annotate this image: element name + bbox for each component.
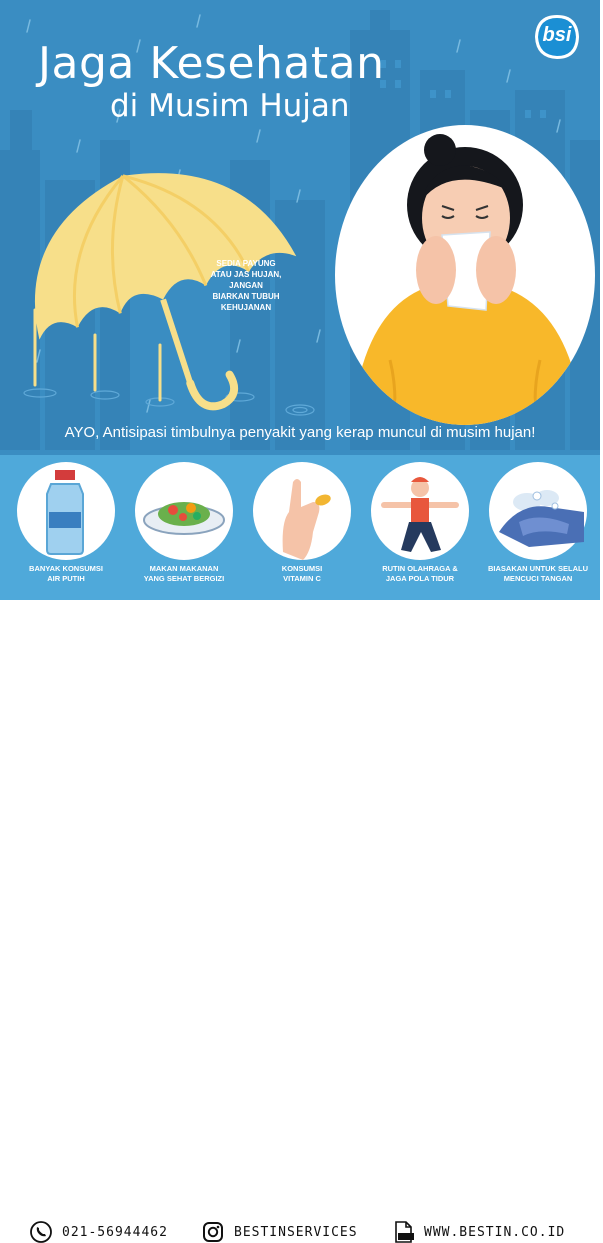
tip-caption-line: AIR PUTIH [47,574,85,583]
note-line: KEHUJANAN [220,303,272,312]
tip-caption-line: YANG SEHAT BERGIZI [143,574,225,583]
tip-caption [1,564,131,584]
note-line: BIARKAN TUBUH [212,292,280,301]
tip-circle [17,462,115,560]
tip-caption-line: MENCUCI TANGAN [503,574,573,583]
note-line: ATAU JAS HUJAN, [210,270,282,279]
instagram-handle: BESTINSERVICES [234,1224,358,1240]
tip-caption [119,564,249,584]
hero-section [0,0,600,455]
tip-caption-line: MAKAN MAKANAN [149,564,219,573]
tip-caption [473,564,603,584]
bsi-logo [532,12,582,62]
note-line: SEDIA PAYUNG [216,259,276,268]
phone-icon [30,1221,52,1243]
tip-caption-line: JAGA POLA TIDUR [385,574,455,583]
salad-plate-icon [135,462,233,560]
tip-circle [135,462,233,560]
sick-woman-illustration [330,120,600,430]
url-file-icon [392,1221,414,1243]
tip-caption-line: BIASAKAN UNTUK SELALU [488,564,588,573]
footer-phone[interactable] [30,1221,168,1243]
tip-caption-line: RUTIN OLAHRAGA & [382,564,458,573]
logo-text: bsi [542,24,572,46]
instagram-icon [202,1221,224,1243]
title-line-1: Jaga Kesehatan [38,38,385,89]
tip-circle [253,462,351,560]
footer-instagram[interactable] [202,1221,358,1243]
tip-caption-line: KONSUMSI [281,564,323,573]
hand-washing-icon [489,462,587,560]
vitamin-pill-icon [253,462,351,560]
tips-row [0,462,600,594]
tip-caption [237,564,367,584]
note-line: JANGAN [229,281,263,290]
tip-circle [371,462,469,560]
website-url: WWW.BESTIN.CO.ID [424,1224,566,1240]
footer [0,600,600,1240]
tip-caption [355,564,485,584]
footer-website[interactable] [392,1221,565,1243]
tagline: AYO, Antisipasi timbulnya penyakit yang kerap muncul di musim hujan! [64,424,536,441]
title-line-2: di Musim Hujan [110,88,350,124]
phone-number: 021-56944462 [62,1224,168,1240]
tip-caption-line: BANYAK KONSUMSI [29,564,103,573]
umbrella-note [192,258,300,313]
tip-circle [489,462,587,560]
exercise-icon [371,462,469,560]
water-bottle-icon [17,462,115,560]
tip-caption-line: VITAMIN C [283,574,321,583]
